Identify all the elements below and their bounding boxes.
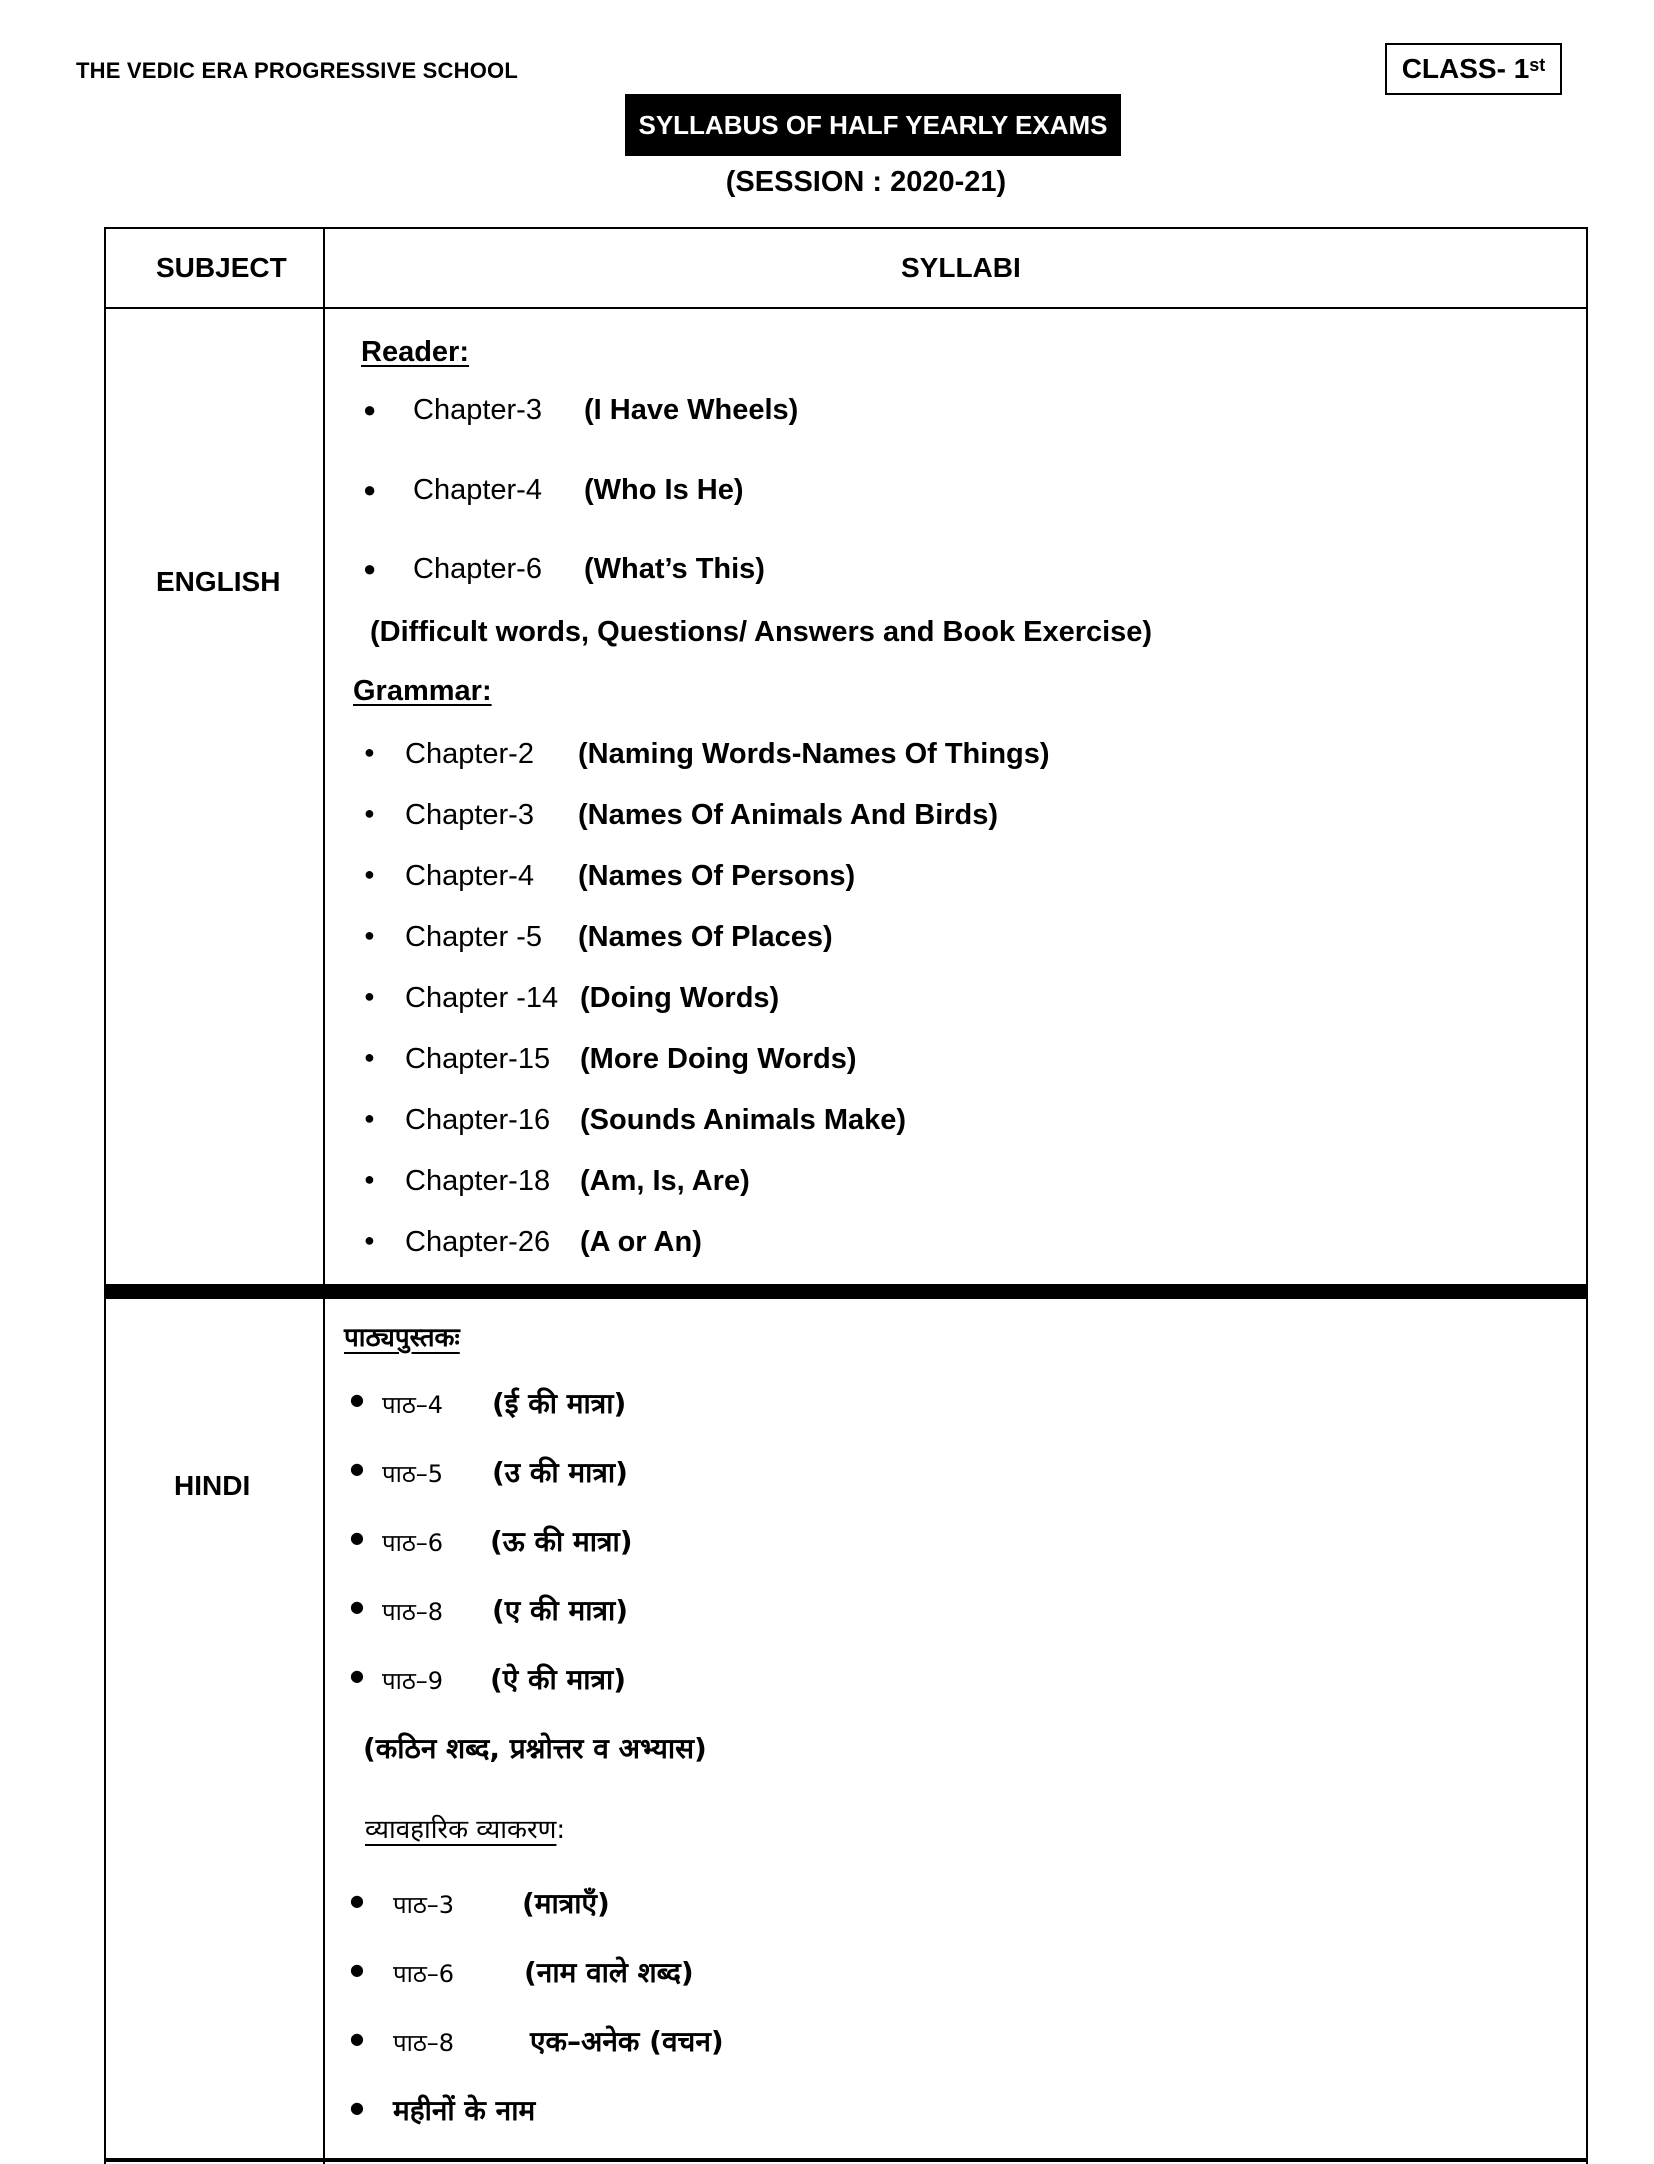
chapter-number: पाठ–5 <box>382 1460 444 1488</box>
bullet-icon: ● <box>364 864 375 884</box>
class-suffix: st <box>1529 54 1546 75</box>
bullet-icon: ● <box>363 397 377 422</box>
grammar-colon: : <box>556 1815 566 1845</box>
section-divider <box>104 1284 1588 1299</box>
class-label: CLASS- 1 <box>1401 53 1530 84</box>
grammar-heading <box>365 1810 565 1846</box>
bullet-icon: ● <box>350 1459 364 1478</box>
bullet-icon: ● <box>364 1047 375 1067</box>
document-title: SYLLABUS OF HALF YEARLY EXAMS <box>625 94 1121 156</box>
table-left-border <box>104 227 106 2164</box>
chapter-number: Chapter-2 <box>405 738 534 770</box>
chapter-number: Chapter-26 <box>405 1226 551 1258</box>
bullet-icon: ● <box>364 742 375 762</box>
class-box <box>1385 43 1562 95</box>
bullet-icon: ● <box>350 1597 364 1616</box>
chapter-title: (मात्राएँ) <box>522 1887 610 1920</box>
chapter-number: पाठ–6 <box>382 1529 444 1557</box>
chapter-number: Chapter -14 <box>405 982 559 1014</box>
chapter-number: Chapter -5 <box>405 921 543 953</box>
school-name: THE VEDIC ERA PROGRESSIVE SCHOOL <box>76 58 518 83</box>
chapter-title: (Who Is He) <box>584 474 744 506</box>
bullet-icon: ● <box>350 1666 364 1685</box>
bullet-icon: ● <box>350 1390 364 1409</box>
chapter-title: (ऐ की मात्रा) <box>490 1663 627 1696</box>
chapter-number: Chapter-16 <box>405 1104 551 1136</box>
chapter-title: (Names Of Places) <box>578 921 833 953</box>
chapter-title: (ऊ की मात्रा) <box>490 1525 633 1558</box>
chapter-number: पाठ–8 <box>393 2029 455 2057</box>
bullet-icon: ● <box>350 2098 364 2117</box>
bullet-icon: ● <box>350 2029 364 2048</box>
chapter-title: (More Doing Words) <box>580 1043 857 1075</box>
chapter-title: (उ की मात्रा) <box>492 1456 628 1489</box>
subject-hindi: HINDI <box>174 1470 251 1501</box>
chapter-title: (Naming Words-Names Of Things) <box>578 738 1050 770</box>
reader-note: (Difficult words, Questions/ Answers and Book Exercise) <box>370 616 1153 648</box>
chapter-title: महीनों के नाम <box>393 2094 536 2127</box>
table-column-divider <box>323 227 325 2164</box>
bullet-icon: ● <box>363 556 377 581</box>
bullet-icon: ● <box>364 1230 375 1250</box>
table-top-border <box>104 227 1588 229</box>
chapter-title: (नाम वाले शब्द) <box>524 1956 694 1989</box>
bullet-icon: ● <box>364 803 375 823</box>
chapter-title: (ई की मात्रा) <box>492 1387 627 1420</box>
chapter-number: पाठ–3 <box>393 1891 455 1919</box>
bullet-icon: ● <box>364 1108 375 1128</box>
chapter-number: Chapter-18 <box>405 1165 551 1197</box>
chapter-number: Chapter-3 <box>405 799 534 831</box>
chapter-title: (Sounds Animals Make) <box>580 1104 907 1136</box>
hindi-grammar-title: व्यावहारिक व्याकरण <box>365 1815 557 1845</box>
bullet-icon: ● <box>350 1891 364 1910</box>
chapter-title: (Names Of Persons) <box>578 860 856 892</box>
chapter-number: Chapter-6 <box>413 553 542 585</box>
chapter-title: (A or An) <box>580 1226 702 1258</box>
bullet-icon: ● <box>364 1169 375 1189</box>
table-header-divider <box>104 307 1588 309</box>
chapter-number: Chapter-3 <box>413 394 542 426</box>
chapter-number: पाठ–4 <box>382 1391 444 1419</box>
chapter-number: Chapter-4 <box>405 860 534 892</box>
chapter-title: (ए की मात्रा) <box>492 1594 629 1627</box>
bullet-icon: ● <box>363 477 377 502</box>
textbook-note: (कठिन शब्द, प्रश्नोत्तर व अभ्यास) <box>363 1732 707 1765</box>
subject-english: ENGLISH <box>156 566 281 597</box>
chapter-title: (Am, Is, Are) <box>580 1165 750 1197</box>
bullet-icon: ● <box>364 986 375 1006</box>
table-bottom-border <box>104 2158 1588 2162</box>
grammar-title: Grammar: <box>353 675 492 707</box>
reader-title: Reader: <box>361 336 469 368</box>
session-label <box>0 166 1654 199</box>
chapter-title: (What’s This) <box>584 553 765 585</box>
chapter-title: एक–अनेक (वचन) <box>530 2025 724 2058</box>
table-right-border <box>1586 227 1588 2164</box>
bullet-icon: ● <box>350 1960 364 1979</box>
chapter-number: Chapter-15 <box>405 1043 551 1075</box>
session-text: (SESSION : 2020-21) <box>725 166 1007 198</box>
chapter-title: (Doing Words) <box>580 982 780 1014</box>
bullet-icon: ● <box>364 925 375 945</box>
chapter-number: पाठ–6 <box>393 1960 455 1988</box>
textbook-title: पाठ्यपुस्तकः <box>344 1323 460 1353</box>
chapter-number: पाठ–9 <box>382 1667 444 1695</box>
column-header-subject: SUBJECT <box>156 252 287 283</box>
chapter-number: Chapter-4 <box>413 474 542 506</box>
chapter-number: पाठ–8 <box>382 1598 444 1626</box>
column-header-syllabi: SYLLABI <box>901 252 1021 283</box>
chapter-title: (I Have Wheels) <box>584 394 799 426</box>
bullet-icon: ● <box>350 1528 364 1547</box>
chapter-title: (Names Of Animals And Birds) <box>578 799 999 831</box>
